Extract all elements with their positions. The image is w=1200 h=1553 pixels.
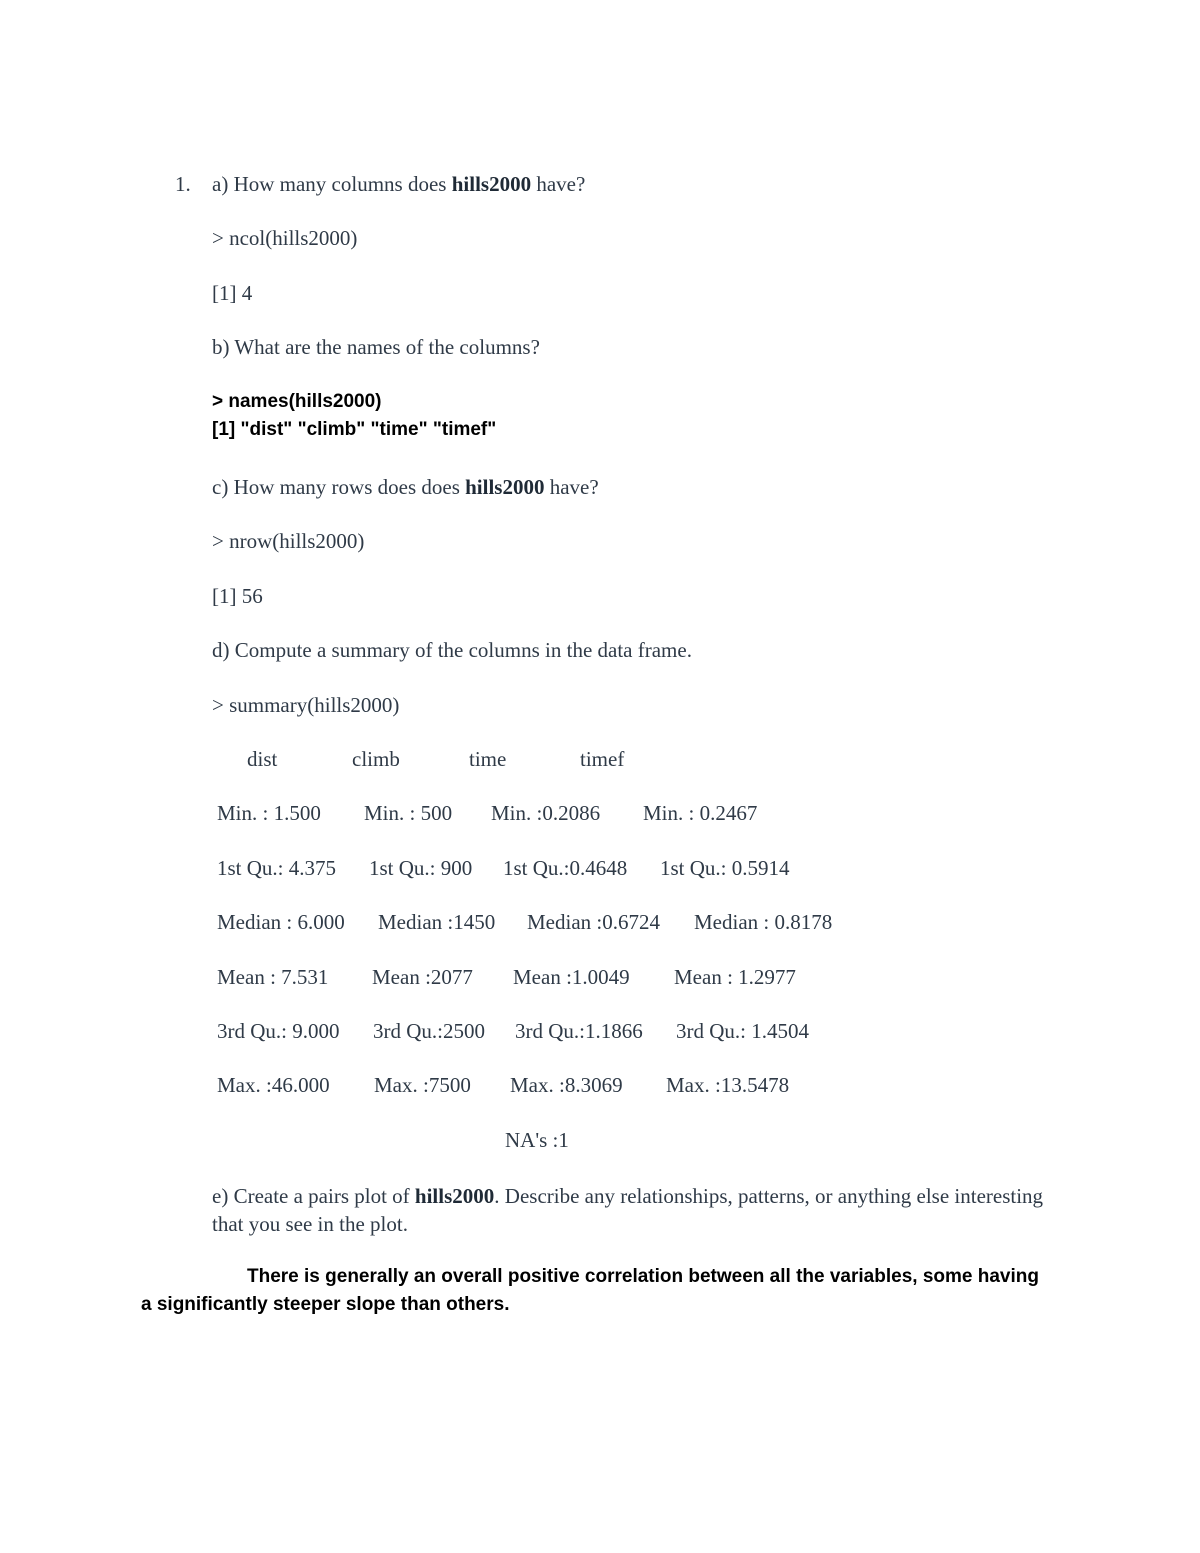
command-d: > summary(hills2000) [212,693,400,717]
summary-cell: 1st Qu.:0.4648 [503,856,628,880]
summary-row [0,1017,1200,1045]
summary-cell: Mean : 7.531 [217,965,329,989]
command-a: > ncol(hills2000) [212,226,358,250]
summary-cell: Median :0.6724 [527,910,660,934]
question-d: d) Compute a summary of the columns in the data frame. [212,638,692,662]
summary-row [0,1071,1200,1099]
summary-cell: Max. :46.000 [217,1073,330,1097]
summary-cell: Max. :13.5478 [666,1073,790,1097]
summary-header-dist: dist [247,747,278,771]
list-number: 1. [175,172,191,196]
summary-cell: Mean :2077 [372,965,473,989]
question-c-term: hills2000 [465,475,545,499]
command-b: > names(hills2000) [212,391,382,412]
summary-cell: Mean : 1.2977 [674,965,796,989]
question-c-prefix: c) How many rows does does [212,475,466,499]
summary-cell: 1st Qu.: 900 [369,856,473,880]
summary-cell: 1st Qu.: 4.375 [217,856,337,880]
output-c: [1] 56 [212,584,263,608]
question-e [212,1182,1062,1238]
question-e-suffix: . Describe any relationships, patterns, or anything else interesting that you see in the plot. [212,1184,1044,1236]
summary-header-climb: climb [352,747,400,771]
question-b: b) What are the names of the columns? [212,335,540,359]
summary-cell: Median : 0.8178 [694,910,833,934]
summary-na-cell: NA's :1 [505,1128,569,1152]
summary-row [0,799,1200,827]
summary-cell: Median : 6.000 [217,910,345,934]
question-e-prefix: e) Create a pairs plot of [212,1184,415,1208]
summary-cell: Max. :8.3069 [510,1073,623,1097]
output-b: [1] "dist" "climb" "time" "timef" [212,419,497,440]
question-a-suffix: have? [531,172,586,196]
summary-header-timef: timef [580,747,625,771]
summary-cell: Median :1450 [378,910,496,934]
summary-cell: 3rd Qu.:2500 [373,1019,485,1043]
summary-cell: 3rd Qu.:1.1866 [515,1019,643,1043]
question-e-term: hills2000 [414,1184,495,1208]
summary-cell: 3rd Qu.: 1.4504 [676,1019,809,1043]
summary-cell: Min. : 500 [364,801,453,825]
question-a [212,170,585,198]
answer-e: There is generally an overall positive correlation between all the variables, some having a significantly steeper slope than others. [141,1266,1039,1315]
summary-header-time: time [469,747,507,771]
summary-cell: Min. : 0.2467 [643,801,758,825]
question-a-prefix: a) How many columns does [212,172,452,196]
summary-row [0,963,1200,991]
summary-cell: Min. :0.2086 [491,801,601,825]
summary-row [0,908,1200,936]
summary-na-row [0,1126,1200,1154]
summary-header-row [0,745,1200,773]
summary-cell: 3rd Qu.: 9.000 [217,1019,340,1043]
question-c [212,473,599,501]
command-c: > nrow(hills2000) [212,529,365,553]
question-a-term: hills2000 [451,172,532,196]
output-a: [1] 4 [212,281,253,305]
summary-cell: Mean :1.0049 [513,965,630,989]
summary-cell: Max. :7500 [374,1073,471,1097]
summary-row [0,854,1200,882]
summary-cell: 1st Qu.: 0.5914 [660,856,790,880]
question-c-suffix: have? [544,475,599,499]
summary-cell: Min. : 1.500 [217,801,321,825]
